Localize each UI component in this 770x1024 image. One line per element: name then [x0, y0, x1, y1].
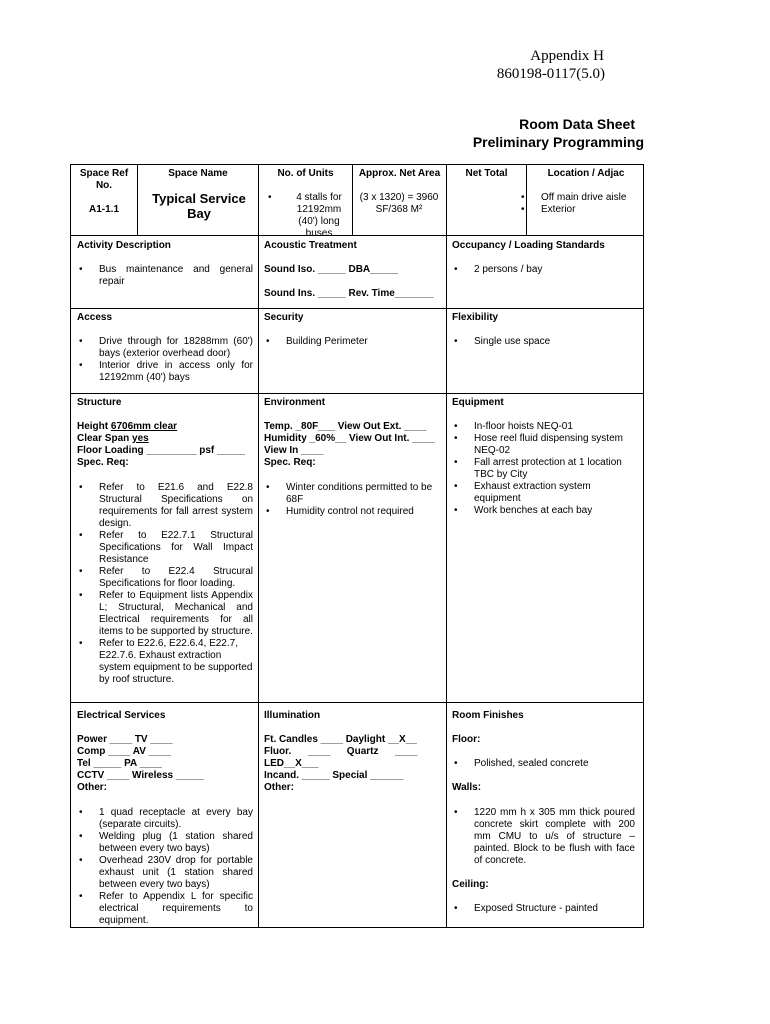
electrical-fields — [77, 734, 257, 794]
list-item: • Fall arrest protection at 1 location TBC by City — [452, 457, 628, 481]
column-divider — [137, 165, 138, 235]
space-name-value: Typical Service Bay — [152, 191, 246, 221]
environment-label: Environment — [264, 397, 326, 408]
list-item: • Exposed Structure - painted — [452, 903, 637, 915]
list-item: • Welding plug (1 station shared between every two bays) — [77, 831, 253, 855]
led-line: LED__X___ — [264, 758, 319, 769]
env-spec-req: Spec. Req: — [264, 457, 316, 468]
space-name-label: Space Name — [168, 168, 228, 179]
room-data-table — [70, 164, 644, 928]
list-item: • Bus maintenance and general repair — [77, 264, 253, 288]
row-divider — [71, 702, 643, 703]
page-title: Room Data Sheet — [519, 116, 635, 132]
walls-label: Walls: — [452, 782, 482, 793]
incand-line: Incand. _____ Special ______ — [264, 770, 404, 781]
sound-iso-line: Sound Iso. _____ DBA_____ — [264, 264, 398, 275]
height-value: 6706mm clear — [110, 421, 178, 432]
area-label: Approx. Net Area — [358, 168, 441, 179]
finishes-label: Room Finishes — [452, 710, 524, 721]
environment-list — [264, 482, 442, 518]
list-item: • Overhead 230V drop for portable exhaust unit (1 station shared between every two bays) — [77, 855, 253, 891]
list-item: • In-floor hoists NEQ-01 — [452, 421, 628, 433]
structure-label: Structure — [77, 397, 122, 408]
occupancy-label: Occupancy / Loading Standards — [452, 240, 605, 251]
list-item: • Off main drive aisle — [519, 192, 643, 204]
list-item: • 1 quad receptacle at every bay (separate circuits). — [77, 807, 253, 831]
other-label: Other: — [77, 782, 107, 793]
tel-line: Tel _____ PA ____ — [77, 758, 162, 769]
occupancy-list — [452, 264, 637, 276]
list-item: • Single use space — [452, 336, 637, 348]
equipment-list — [452, 421, 628, 517]
humidity-line: Humidity _60%__ View Out Int. ____ — [264, 433, 435, 444]
row-divider — [71, 393, 643, 394]
list-item: • Exterior — [519, 204, 643, 216]
spec-req-line: Spec. Req: — [77, 457, 129, 468]
activity-list — [77, 264, 253, 288]
column-divider — [446, 165, 447, 927]
area-value: (3 x 1320) = 3960 SF/368 M² — [359, 192, 439, 215]
electrical-list — [77, 807, 253, 927]
power-line: Power ____ TV ____ — [77, 734, 173, 745]
illum-other-label: Other: — [264, 782, 294, 793]
ft-candles-line: Ft. Candles ____ Daylight __X__ — [264, 734, 417, 745]
fluor-line: Fluor. ____ Quartz ____ — [264, 746, 418, 757]
units-value: • 4 stalls for 12192mm (40') long buses — [266, 192, 346, 240]
list-item: • Refer to Equipment lists Appendix L; Structural, Mechanical and Electrical requirements for all items to be supported by structure. — [77, 590, 253, 638]
flexibility-label: Flexibility — [452, 312, 499, 323]
access-label: Access — [77, 312, 113, 323]
flexibility-list — [452, 336, 637, 348]
acoustic-label: Acoustic Treatment — [264, 240, 357, 251]
list-item: • Humidity control not required — [264, 506, 442, 518]
electrical-label: Electrical Services — [77, 710, 166, 721]
row-divider — [71, 308, 643, 309]
space-ref-label: Space Ref No. — [79, 168, 129, 191]
column-divider — [258, 165, 259, 927]
net-total-label: Net Total — [465, 168, 508, 179]
list-item: • Building Perimeter — [264, 336, 440, 348]
list-item: • Exhaust extraction system equipment — [452, 481, 628, 505]
equipment-label: Equipment — [452, 397, 504, 408]
location-label: Location / Adjac — [547, 168, 625, 179]
list-item: • Winter conditions permitted to be 68F — [264, 482, 442, 506]
access-list — [77, 336, 253, 384]
floor-list — [452, 758, 637, 770]
page-subtitle: Preliminary Programming — [472, 134, 644, 150]
temp-line: Temp. _80F___ View Out Ext. ____ — [264, 421, 427, 432]
floor-label: Floor: — [452, 734, 481, 745]
security-label: Security — [264, 312, 304, 323]
appendix-label: Appendix H — [530, 48, 604, 64]
security-list — [264, 336, 440, 348]
walls-list — [452, 807, 635, 867]
illumination-label: Illumination — [264, 710, 321, 721]
clear-span-value: yes — [132, 433, 149, 444]
list-item: • 1220 mm h x 305 mm thick poured concrete skirt complete with 200 mm CMU to u/s of structure – painted. Block to be flush with face of concrete. — [452, 807, 635, 867]
list-item: • Refer to E21.6 and E22.8 Structural Specifications on requirements for fall arrest system design. — [77, 482, 253, 530]
row-divider — [71, 235, 643, 236]
ceiling-label: Ceiling: — [452, 879, 489, 890]
list-item: • Refer to E22.7.1 Structural Specifications for Wall Impact Resistance — [77, 530, 253, 566]
view-in-line: View In ____ — [264, 445, 324, 456]
list-item: • 2 persons / bay — [452, 264, 637, 276]
location-list — [519, 192, 643, 216]
list-item: • Drive through for 18288mm (60') bays (exterior overhead door) — [77, 336, 253, 360]
activity-label: Activity Description — [77, 240, 171, 251]
list-item: • Refer to E22.6, E22.6.4, E22.7, E22.7.6. Exhaust extraction system equipment to be supported by roof structure. — [77, 638, 253, 686]
environment-fields — [264, 421, 444, 469]
cctv-line: CCTV ____ Wireless _____ — [77, 770, 204, 781]
floor-loading-line: Floor Loading _________ psf _____ — [77, 445, 245, 456]
list-item: • Hose reel fluid dispensing system NEQ-02 — [452, 433, 628, 457]
list-item: • Polished, sealed concrete — [452, 758, 637, 770]
comp-line: Comp ____ AV ____ — [77, 746, 171, 757]
structure-fields: Height 6706mm clear Clear Span yes Floor Loading _________ psf _____ Spec. Req: — [77, 421, 257, 469]
illumination-fields — [264, 734, 444, 794]
document-number: 860198-0117(5.0) — [496, 66, 605, 82]
sound-ins-line: Sound Ins. _____ Rev. Time_______ — [264, 288, 434, 299]
ceiling-list — [452, 903, 637, 915]
list-item: • Refer to Appendix L for specific electrical requirements to equipment. — [77, 891, 253, 927]
list-item: • Interior drive in access only for 12192mm (40') bays — [77, 360, 253, 384]
list-item: • Work benches at each bay — [452, 505, 628, 517]
space-ref-value: A1-1.1 — [88, 204, 119, 215]
list-item: • Refer to E22.4 Strucural Specifications for floor loading. — [77, 566, 253, 590]
units-label: No. of Units — [277, 168, 334, 179]
structure-list — [77, 482, 253, 686]
